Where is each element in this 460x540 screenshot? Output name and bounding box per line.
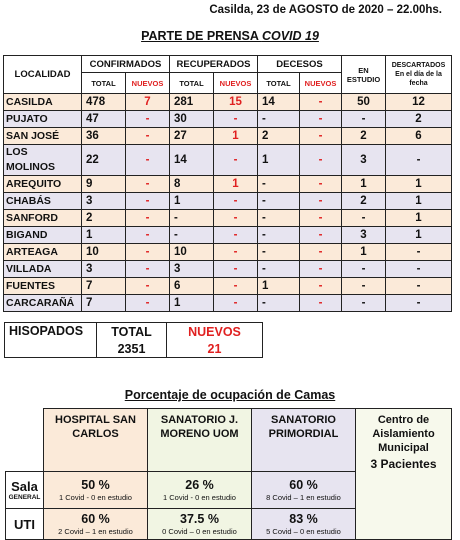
table-row	[4, 94, 452, 111]
cell-ct: 7	[82, 295, 126, 312]
table-row	[4, 210, 452, 227]
cell-ee: 1	[342, 176, 386, 193]
cell-dn: -	[300, 176, 342, 193]
sala-label-sub: GENERAL	[8, 493, 41, 501]
cell-rn: -	[214, 261, 258, 278]
hospital-san-carlos: HOSPITAL SAN CARLOS	[44, 409, 148, 472]
sala-moreno	[148, 472, 252, 509]
cell-localidad: FUENTES	[4, 278, 82, 295]
uti-moreno	[148, 509, 252, 540]
table-row	[4, 111, 452, 128]
cell-ee: 50	[342, 94, 386, 111]
cell-cn: -	[126, 244, 170, 261]
cell-rn: -	[214, 111, 258, 128]
hisopados-nuevos-label: NUEVOS	[167, 323, 263, 341]
cell-rn: -	[214, 210, 258, 227]
cases-table	[3, 55, 452, 312]
cell-ee: 1	[342, 244, 386, 261]
cell-dt: 1	[258, 278, 300, 295]
cell-ee: 2	[342, 128, 386, 145]
uti-label: UTI	[6, 509, 44, 540]
centro-aislamiento	[356, 409, 452, 540]
cell-ee: 3	[342, 227, 386, 244]
cell-rn: -	[214, 193, 258, 210]
cell-ee: -	[342, 261, 386, 278]
uti-pct: 60 %	[81, 511, 110, 526]
cell-rt: 3	[170, 261, 214, 278]
title-italic: COVID 19	[261, 29, 319, 43]
cell-ee: -	[342, 295, 386, 312]
uti-detail: 5 Covid – 0 en estudio	[266, 526, 341, 536]
cell-rn: -	[214, 278, 258, 295]
cell-cn: -	[126, 193, 170, 210]
cell-dn: -	[300, 111, 342, 128]
cell-ct: 10	[82, 244, 126, 261]
cell-rn: 15	[214, 94, 258, 111]
table-row	[4, 227, 452, 244]
table-row	[4, 176, 452, 193]
cell-ct: 3	[82, 261, 126, 278]
hisopados-table	[4, 322, 263, 358]
sub-nuevos: NUEVOS	[214, 73, 258, 94]
sanatorio-primordial: SANATORIO PRIMORDIAL	[252, 409, 356, 472]
cell-rn: -	[214, 145, 258, 176]
cell-ct: 3	[82, 193, 126, 210]
cell-ct: 36	[82, 128, 126, 145]
cell-rt: 281	[170, 94, 214, 111]
cell-dt: -	[258, 295, 300, 312]
cell-ee: -	[342, 111, 386, 128]
sala-primordial	[252, 472, 356, 509]
cell-cn: -	[126, 295, 170, 312]
cell-dt: -	[258, 244, 300, 261]
centro-aislamiento-name: Centro de Aislamiento Municipal	[372, 414, 435, 454]
sub-total: TOTAL	[82, 73, 126, 94]
cell-ee: 3	[342, 145, 386, 176]
sala-detail: 1 Covid - 0 en estudio	[163, 492, 236, 502]
cell-de: 1	[386, 227, 452, 244]
uti-pct: 83 %	[289, 511, 318, 526]
cell-rt: 10	[170, 244, 214, 261]
uti-detail: 2 Covid – 1 en estudio	[58, 526, 133, 536]
cell-rn: -	[214, 244, 258, 261]
cell-de: -	[386, 278, 452, 295]
cell-rn: 1	[214, 128, 258, 145]
cell-cn: -	[126, 176, 170, 193]
camas-title: Porcentaje de ocupación de Camas	[124, 388, 336, 402]
header-localidad: LOCALIDAD	[4, 56, 82, 94]
cell-de: -	[386, 244, 452, 261]
cell-de: 12	[386, 94, 452, 111]
sala-pct: 50 %	[81, 477, 110, 492]
cell-rt: -	[170, 227, 214, 244]
cell-cn: -	[126, 111, 170, 128]
uti-pct: 37.5 %	[180, 511, 219, 526]
cell-ct: 9	[82, 176, 126, 193]
cell-dt: -	[258, 193, 300, 210]
cell-ct: 7	[82, 278, 126, 295]
cell-ct: 1	[82, 227, 126, 244]
report-date: Casilda, 23 de AGOSTO de 2020 – 22.00hs.	[209, 4, 442, 16]
sala-label-text: Sala	[11, 478, 38, 494]
cell-rt: 1	[170, 193, 214, 210]
table-row	[4, 128, 452, 145]
cell-dt: -	[258, 227, 300, 244]
sala-label	[6, 472, 44, 509]
cell-localidad: VILLADA	[4, 261, 82, 278]
cell-dt: -	[258, 261, 300, 278]
cell-rt: -	[170, 210, 214, 227]
sala-pct: 60 %	[289, 477, 318, 492]
cell-dt: -	[258, 176, 300, 193]
uti-detail: 0 Covid – 0 en estudio	[162, 526, 237, 536]
cell-localidad: ARTEAGA	[4, 244, 82, 261]
cell-de: 1	[386, 176, 452, 193]
header-recuperados: RECUPERADOS	[170, 56, 258, 73]
table-row	[4, 261, 452, 278]
cell-dn: -	[300, 244, 342, 261]
cell-de: 1	[386, 193, 452, 210]
cell-dt: 14	[258, 94, 300, 111]
camas-header-row	[6, 409, 452, 472]
cell-dn: -	[300, 193, 342, 210]
cell-dn: -	[300, 227, 342, 244]
cell-de: 1	[386, 210, 452, 227]
sanatorio-moreno: SANATORIO J. MORENO UOM	[148, 409, 252, 472]
cell-ct: 47	[82, 111, 126, 128]
cell-dn: -	[300, 94, 342, 111]
cell-rt: 27	[170, 128, 214, 145]
sub-nuevos: NUEVOS	[126, 73, 170, 94]
cell-localidad: CARCARAÑÁ	[4, 295, 82, 312]
uti-san-carlos	[44, 509, 148, 540]
cell-rt: 30	[170, 111, 214, 128]
cell-cn: -	[126, 210, 170, 227]
cell-rt: 6	[170, 278, 214, 295]
cell-ct: 22	[82, 145, 126, 176]
table-body	[4, 94, 452, 312]
cell-de: -	[386, 295, 452, 312]
camas-corner	[6, 409, 44, 472]
header-en-estudio: EN ESTUDIO	[342, 56, 386, 94]
cell-cn: 7	[126, 94, 170, 111]
cell-rt: 14	[170, 145, 214, 176]
table-row	[4, 193, 452, 210]
header-confirmados: CONFIRMADOS	[82, 56, 170, 73]
cell-cn: -	[126, 227, 170, 244]
cell-ct: 478	[82, 94, 126, 111]
cell-localidad: LOS MOLINOS	[4, 145, 82, 176]
cell-dt: 2	[258, 128, 300, 145]
cell-dn: -	[300, 295, 342, 312]
cell-ee: 2	[342, 193, 386, 210]
cell-cn: -	[126, 145, 170, 176]
cell-localidad: CHABÁS	[4, 193, 82, 210]
uti-primordial	[252, 509, 356, 540]
cell-dt: 1	[258, 145, 300, 176]
cell-dn: -	[300, 278, 342, 295]
header-decesos: DECESOS	[258, 56, 342, 73]
cell-localidad: CASILDA	[4, 94, 82, 111]
hisopados-nuevos-value: 21	[167, 340, 263, 358]
cell-dt: -	[258, 111, 300, 128]
hisopados-total-value: 2351	[97, 340, 167, 358]
cell-rt: 8	[170, 176, 214, 193]
cell-dn: -	[300, 128, 342, 145]
sala-pct: 26 %	[185, 477, 214, 492]
cell-cn: -	[126, 261, 170, 278]
centro-aislamiento-value: 3 Pacientes	[370, 457, 437, 471]
cell-cn: -	[126, 278, 170, 295]
sub-total: TOTAL	[258, 73, 300, 94]
table-row	[4, 244, 452, 261]
cell-ee: -	[342, 278, 386, 295]
cell-localidad: BIGAND	[4, 227, 82, 244]
table-row	[4, 295, 452, 312]
cell-localidad: PUJATO	[4, 111, 82, 128]
sala-san-carlos	[44, 472, 148, 509]
sub-nuevos: NUEVOS	[300, 73, 342, 94]
sala-detail: 1 Covid - 0 en estudio	[59, 492, 132, 502]
cell-rn: 1	[214, 176, 258, 193]
title-prefix: PARTE DE PRENSA	[141, 29, 262, 43]
cell-cn: -	[126, 128, 170, 145]
cell-de: -	[386, 145, 452, 176]
sub-total: TOTAL	[170, 73, 214, 94]
sala-detail: 8 Covid – 1 en estudio	[266, 492, 341, 502]
cell-de: 6	[386, 128, 452, 145]
cell-ct: 2	[82, 210, 126, 227]
cell-de: -	[386, 261, 452, 278]
cell-de: 2	[386, 111, 452, 128]
cell-dt: -	[258, 210, 300, 227]
cell-rn: -	[214, 227, 258, 244]
camas-table	[5, 408, 452, 540]
report-title	[0, 29, 460, 43]
cell-dn: -	[300, 261, 342, 278]
header-row	[4, 56, 452, 73]
cell-localidad: SAN JOSÉ	[4, 128, 82, 145]
hisopados-total-label: TOTAL	[97, 323, 167, 341]
cell-rt: 1	[170, 295, 214, 312]
cell-dn: -	[300, 210, 342, 227]
hisopados-label: HISOPADOS	[5, 323, 97, 358]
table-row	[4, 278, 452, 295]
cell-localidad: AREQUITO	[4, 176, 82, 193]
cell-ee: -	[342, 210, 386, 227]
cell-dn: -	[300, 145, 342, 176]
header-descartados: DESCARTADOS En el día de la fecha	[386, 56, 452, 94]
cell-localidad: SANFORD	[4, 210, 82, 227]
table-row	[4, 145, 452, 176]
cell-rn: -	[214, 295, 258, 312]
